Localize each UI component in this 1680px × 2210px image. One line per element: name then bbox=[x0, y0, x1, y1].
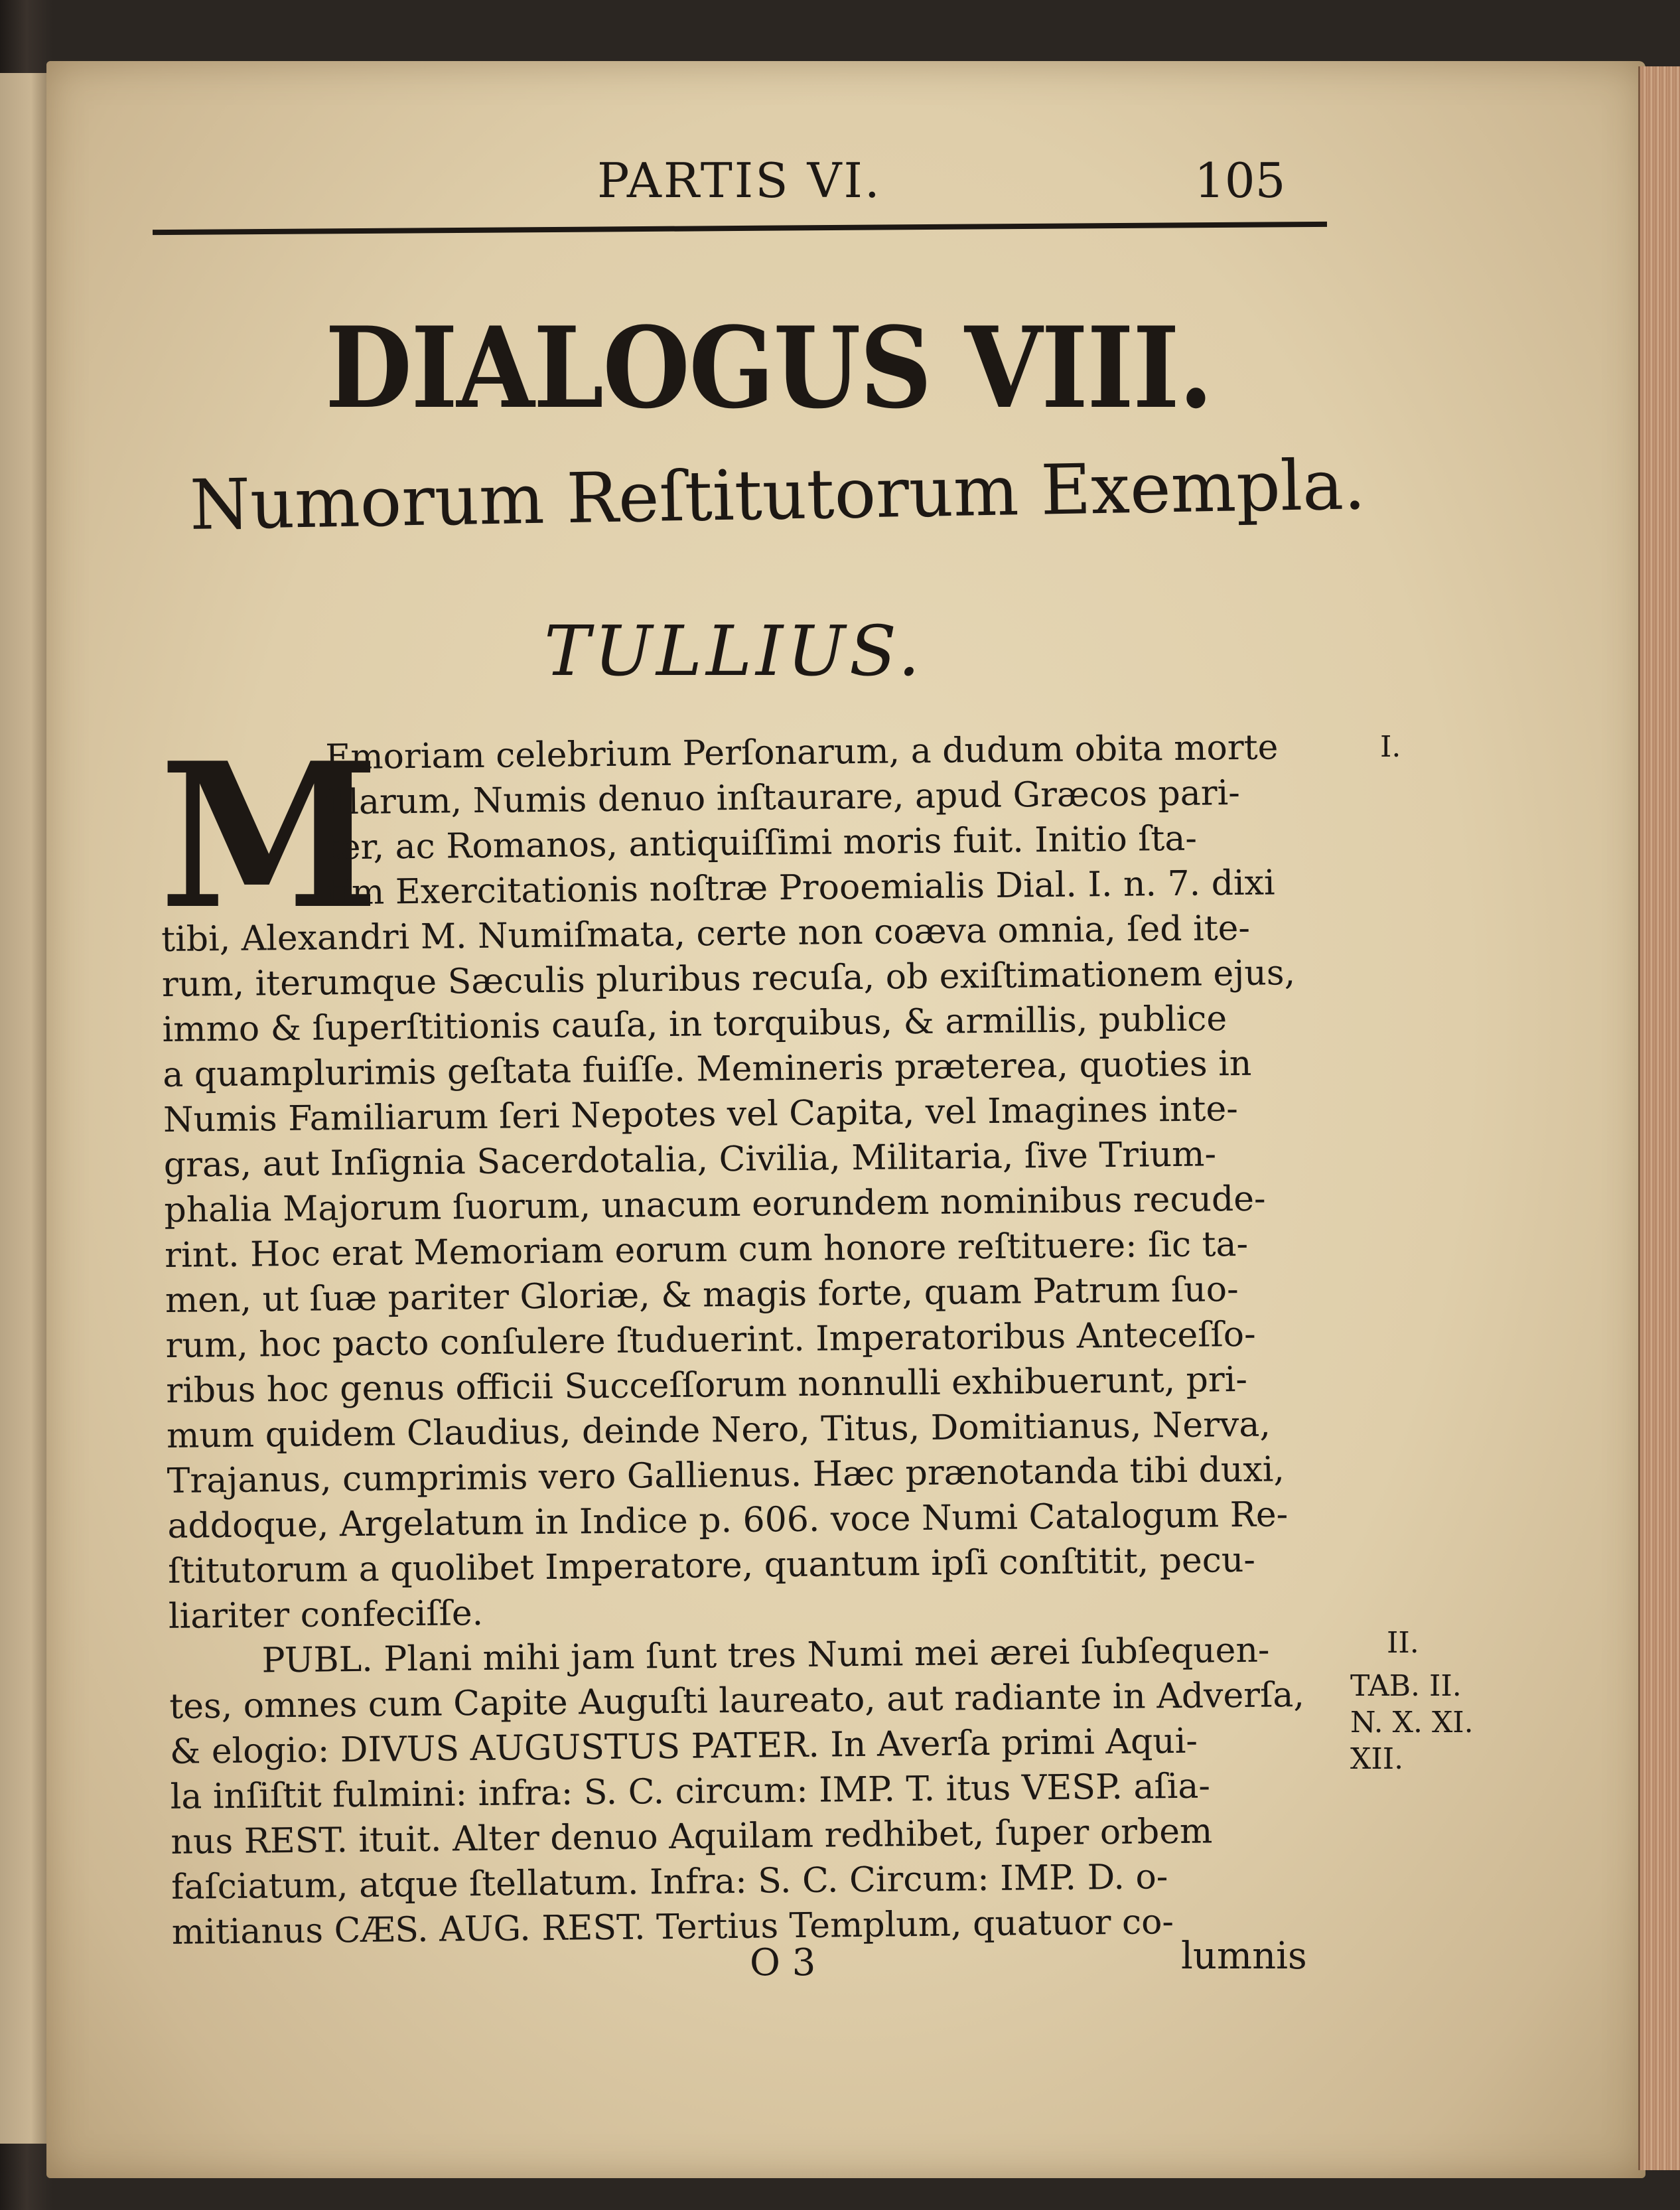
text-line: tibi, Alexandri M. Numiſmata, certe non coæva omnia, ſed ite- bbox=[161, 908, 1251, 960]
margin-note: XII. bbox=[1350, 1742, 1404, 1776]
margin-note: N. X. XI. bbox=[1350, 1706, 1474, 1739]
text-line: Emoriam celebrium Perſonarum, a dudum obita morte bbox=[325, 727, 1279, 778]
page-number: 105 bbox=[1194, 153, 1286, 208]
text-line: gras, aut Inſignia Sacerdotalia, Civilia, Militaria, ſive Trium- bbox=[163, 1134, 1217, 1185]
speaker-name: TULLIUS. bbox=[544, 611, 924, 692]
text-line: men, ut ſuæ pariter Gloriæ, & magis forte, quam Patrum ſuo- bbox=[165, 1270, 1239, 1321]
margin-note: I. bbox=[1380, 730, 1401, 764]
text-line: liariter confeciſſe. bbox=[168, 1593, 484, 1637]
text-line: Trajanus, cumprimis vero Gallienus. Hæc prænotanda tibi duxi, bbox=[167, 1449, 1285, 1501]
text-line: a quamplurimis geſtata fuiſſe. Memineris præterea, quoties in bbox=[163, 1043, 1252, 1095]
text-line: rum, iterumque Sæculis pluribus recuſa, ob exiſtimationem ejus, bbox=[161, 953, 1296, 1005]
drop-cap: M bbox=[159, 719, 380, 953]
text-line: ter, ac Romanos, antiquiſſimi moris fuit. Initio ſta- bbox=[326, 818, 1198, 868]
text-line: tim Exercitationis noſtræ Prooemialis Dial. I. n. 7. dixi bbox=[326, 863, 1275, 913]
text-line: & elogio: DIVUS AUGUSTUS PATER. In Averſa primi Aqui- bbox=[169, 1721, 1198, 1772]
signature-mark: O 3 bbox=[750, 1941, 816, 1984]
text-line: tes, omnes cum Capite Auguſti laureato, aut radiante in Adverſa, bbox=[169, 1675, 1305, 1727]
dialog-subtitle: Numorum Reſtitutorum Exempla. bbox=[189, 444, 1367, 546]
text-line: illarum, Numis denuo inſtaurare, apud Græcos pari- bbox=[325, 773, 1241, 823]
text-line: ribus hoc genus officii Succeſſorum nonnulli exhibuerunt, pri- bbox=[166, 1359, 1248, 1411]
text-line: mum quidem Claudius, deinde Nero, Titus, Domitianus, Nerva, bbox=[166, 1404, 1271, 1456]
text-line: rum, hoc pacto conſulere ſtuduerint. Imperatoribus Anteceſſo- bbox=[165, 1314, 1256, 1366]
running-title: PARTIS VI. bbox=[597, 153, 882, 208]
margin-note: II. bbox=[1387, 1626, 1419, 1660]
text-line: la inſiſtit fulmini: infra: S. C. circum: IMP. T. itus VESP. aſia- bbox=[170, 1766, 1211, 1817]
text-line: addoque, Argelatum in Indice p. 606. voce Numi Catalogum Re- bbox=[167, 1495, 1289, 1546]
text-line: mitianus CÆS. AUG. REST. Tertius Templum, quatuor co- bbox=[171, 1902, 1174, 1952]
text-line: rint. Hoc erat Memoriam eorum cum honore reſtituere: ſic ta- bbox=[164, 1224, 1249, 1276]
margin-note: TAB. II. bbox=[1350, 1669, 1462, 1703]
text-line: immo & ſuperſtitionis cauſa, in torquibus, & armillis, publice bbox=[162, 999, 1227, 1050]
text-line: phalia Majorum ſuorum, unacum eorundem nominibus recude- bbox=[164, 1179, 1266, 1230]
text-line: ſtitutorum a quolibet Imperatore, quantum ipſi conſtitit, pecu- bbox=[167, 1540, 1256, 1591]
text-line: Numis Familiarum ſeri Nepotes vel Capita, vel Imagines inte- bbox=[163, 1089, 1239, 1140]
body-text bbox=[159, 719, 1346, 1954]
header-rule bbox=[153, 222, 1327, 235]
dialog-title: DIALOGUS VIII. bbox=[325, 302, 1212, 433]
catchword: lumnis bbox=[1181, 1935, 1307, 1978]
text-line: PUBL. Plani mihi jam ſunt tres Numi mei ærei ſubſequen- bbox=[261, 1630, 1270, 1681]
text-line: faſciatum, atque ſtellatum. Infra: S. C. Circum: IMP. D. o- bbox=[171, 1857, 1168, 1907]
text-line: nus REST. ituit. Alter denuo Aquilam redhibet, ſuper orbem bbox=[171, 1811, 1213, 1862]
